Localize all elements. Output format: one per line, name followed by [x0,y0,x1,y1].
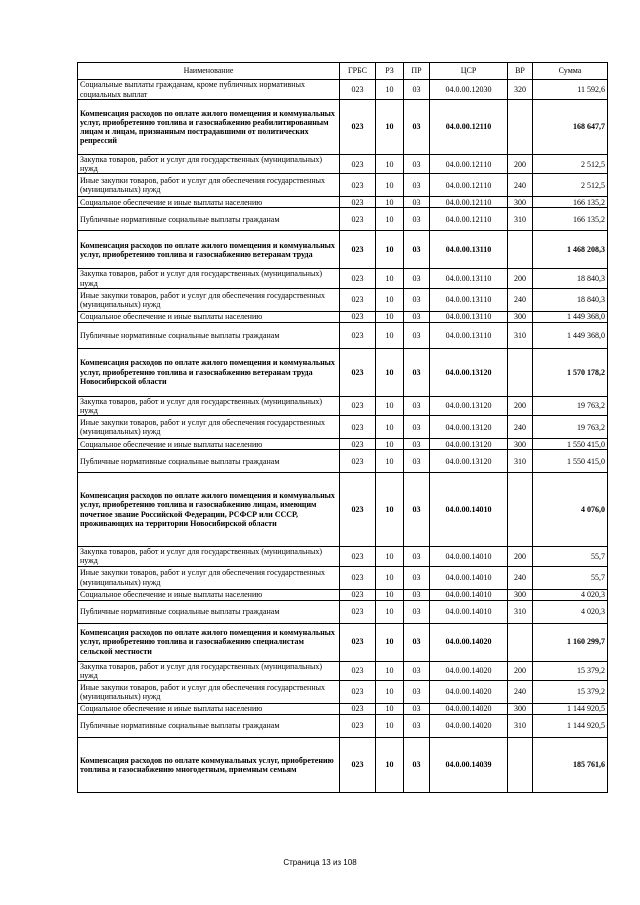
cell-rz: 10 [376,197,404,208]
cell-rz: 10 [376,311,404,322]
cell-name: Закупка товаров, работ и услуг для государственных (муниципальных) нужд [78,547,340,566]
cell-pr: 03 [404,566,430,589]
cell-grbs: 023 [340,737,376,792]
cell-vr [508,737,533,792]
cell-sum: 1 160 299,7 [533,623,608,661]
header-sum: Сумма [533,63,608,80]
cell-grbs: 023 [340,80,376,100]
cell-vr [508,473,533,547]
cell-rz: 10 [376,589,404,600]
cell-sum: 185 761,6 [533,737,608,792]
cell-vr: 300 [508,439,533,450]
cell-name: Социальное обеспечение и иные выплаты населению [78,197,340,208]
cell-csr: 04.0.00.12110 [430,174,508,197]
cell-rz: 10 [376,288,404,311]
cell-csr: 04.0.00.13120 [430,348,508,396]
cell-rz: 10 [376,600,404,623]
cell-grbs: 023 [340,661,376,680]
cell-name: Социальное обеспечение и иные выплаты населению [78,589,340,600]
header-rz: РЗ [376,63,404,80]
table-row [78,311,608,322]
cell-sum: 1 449 368,0 [533,322,608,348]
cell-csr: 04.0.00.12110 [430,197,508,208]
cell-grbs: 023 [340,197,376,208]
cell-grbs: 023 [340,714,376,737]
cell-sum: 1 144 920,5 [533,714,608,737]
header-csr: ЦСР [430,63,508,80]
cell-csr: 04.0.00.14020 [430,623,508,661]
cell-csr: 04.0.00.14010 [430,547,508,566]
table-row [78,416,608,439]
cell-vr [508,100,533,155]
cell-vr: 200 [508,396,533,415]
cell-grbs: 023 [340,231,376,269]
cell-sum: 1 468 208,3 [533,231,608,269]
cell-csr: 04.0.00.14010 [430,600,508,623]
cell-csr: 04.0.00.13120 [430,439,508,450]
cell-csr: 04.0.00.13110 [430,231,508,269]
cell-csr: 04.0.00.13110 [430,288,508,311]
cell-pr: 03 [404,311,430,322]
cell-sum: 4 020,3 [533,589,608,600]
cell-csr: 04.0.00.14020 [430,680,508,703]
cell-name: Иные закупки товаров, работ и услуг для обеспечения государственных (муниципальных) нужд [78,416,340,439]
cell-name: Компенсация расходов по оплате жилого помещения и коммунальных услуг, приобретению топлива и газоснабжению ветеранам труда [78,231,340,269]
cell-pr: 03 [404,174,430,197]
cell-sum: 1 550 415,0 [533,450,608,473]
cell-name: Иные закупки товаров, работ и услуг для обеспечения государственных (муниципальных) нужд [78,680,340,703]
cell-grbs: 023 [340,600,376,623]
cell-name: Публичные нормативные социальные выплаты гражданам [78,600,340,623]
cell-grbs: 023 [340,269,376,288]
cell-pr: 03 [404,197,430,208]
cell-csr: 04.0.00.14020 [430,661,508,680]
table-row [78,197,608,208]
cell-grbs: 023 [340,547,376,566]
cell-sum: 15 379,2 [533,680,608,703]
table-row [78,269,608,288]
cell-rz: 10 [376,322,404,348]
cell-name: Публичные нормативные социальные выплаты гражданам [78,450,340,473]
cell-pr: 03 [404,155,430,174]
cell-name: Закупка товаров, работ и услуг для государственных (муниципальных) нужд [78,269,340,288]
cell-csr: 04.0.00.14020 [430,714,508,737]
cell-grbs: 023 [340,208,376,231]
cell-csr: 04.0.00.14010 [430,589,508,600]
table-row [78,174,608,197]
table-row [78,589,608,600]
cell-rz: 10 [376,348,404,396]
cell-vr: 300 [508,589,533,600]
cell-sum: 55,7 [533,566,608,589]
table-row [78,155,608,174]
cell-vr: 200 [508,661,533,680]
cell-vr [508,231,533,269]
cell-csr: 04.0.00.14010 [430,566,508,589]
cell-sum: 1 570 178,2 [533,348,608,396]
cell-grbs: 023 [340,450,376,473]
cell-vr: 240 [508,680,533,703]
cell-csr: 04.0.00.14010 [430,473,508,547]
cell-rz: 10 [376,473,404,547]
table-row [78,231,608,269]
cell-pr: 03 [404,416,430,439]
cell-vr: 240 [508,174,533,197]
cell-pr: 03 [404,450,430,473]
cell-pr: 03 [404,473,430,547]
cell-sum: 11 592,6 [533,80,608,100]
cell-pr: 03 [404,100,430,155]
cell-grbs: 023 [340,174,376,197]
cell-vr: 240 [508,288,533,311]
cell-vr [508,623,533,661]
cell-vr: 200 [508,155,533,174]
cell-pr: 03 [404,680,430,703]
budget-table [77,62,608,793]
cell-name: Публичные нормативные социальные выплаты гражданам [78,714,340,737]
cell-name: Иные закупки товаров, работ и услуг для обеспечения государственных (муниципальных) нужд [78,288,340,311]
cell-vr: 200 [508,547,533,566]
cell-pr: 03 [404,737,430,792]
cell-pr: 03 [404,703,430,714]
cell-name: Иные закупки товаров, работ и услуг для обеспечения государственных (муниципальных) нужд [78,174,340,197]
cell-grbs: 023 [340,416,376,439]
cell-pr: 03 [404,288,430,311]
cell-rz: 10 [376,396,404,415]
cell-grbs: 023 [340,322,376,348]
table-row [78,714,608,737]
cell-name: Публичные нормативные социальные выплаты гражданам [78,208,340,231]
cell-csr: 04.0.00.13110 [430,269,508,288]
cell-sum: 19 763,2 [533,416,608,439]
cell-vr: 240 [508,416,533,439]
cell-rz: 10 [376,661,404,680]
cell-csr: 04.0.00.14039 [430,737,508,792]
cell-name: Социальное обеспечение и иные выплаты населению [78,311,340,322]
cell-grbs: 023 [340,311,376,322]
cell-grbs: 023 [340,680,376,703]
cell-sum: 18 840,3 [533,288,608,311]
cell-vr: 300 [508,703,533,714]
table-row [78,396,608,415]
table-row [78,450,608,473]
cell-vr: 300 [508,197,533,208]
cell-rz: 10 [376,269,404,288]
cell-rz: 10 [376,174,404,197]
page-footer: Страница 13 из 108 [283,858,357,867]
cell-csr: 04.0.00.12110 [430,100,508,155]
cell-grbs: 023 [340,566,376,589]
table-row [78,680,608,703]
table-row [78,547,608,566]
cell-sum: 2 512,5 [533,174,608,197]
cell-pr: 03 [404,600,430,623]
cell-sum: 4 020,3 [533,600,608,623]
cell-name: Социальное обеспечение и иные выплаты населению [78,703,340,714]
cell-vr: 310 [508,208,533,231]
cell-rz: 10 [376,737,404,792]
header-vr: ВР [508,63,533,80]
cell-csr: 04.0.00.12110 [430,155,508,174]
cell-csr: 04.0.00.14020 [430,703,508,714]
cell-pr: 03 [404,396,430,415]
cell-sum: 1 550 415,0 [533,439,608,450]
cell-pr: 03 [404,589,430,600]
cell-grbs: 023 [340,703,376,714]
cell-grbs: 023 [340,439,376,450]
cell-pr: 03 [404,231,430,269]
cell-rz: 10 [376,155,404,174]
cell-grbs: 023 [340,396,376,415]
cell-vr: 310 [508,600,533,623]
cell-vr: 310 [508,322,533,348]
cell-grbs: 023 [340,155,376,174]
cell-sum: 19 763,2 [533,396,608,415]
cell-rz: 10 [376,231,404,269]
cell-csr: 04.0.00.13120 [430,396,508,415]
cell-csr: 04.0.00.13120 [430,416,508,439]
cell-csr: 04.0.00.13110 [430,322,508,348]
cell-csr: 04.0.00.12030 [430,80,508,100]
cell-name: Компенсация расходов по оплате жилого помещения и коммунальных услуг, приобретению топлива и газоснабжению реабилитированным лицам и лицам, признанным пострадавшими от политических репрессий [78,100,340,155]
header-pr: ПР [404,63,430,80]
cell-rz: 10 [376,680,404,703]
cell-rz: 10 [376,80,404,100]
cell-pr: 03 [404,269,430,288]
cell-pr: 03 [404,547,430,566]
cell-name: Иные закупки товаров, работ и услуг для обеспечения государственных (муниципальных) нужд [78,566,340,589]
cell-sum: 55,7 [533,547,608,566]
cell-csr: 04.0.00.13120 [430,450,508,473]
cell-vr: 310 [508,450,533,473]
cell-grbs: 023 [340,348,376,396]
cell-rz: 10 [376,623,404,661]
cell-rz: 10 [376,714,404,737]
table-row [78,80,608,100]
cell-name: Закупка товаров, работ и услуг для государственных (муниципальных) нужд [78,396,340,415]
table-row [78,439,608,450]
table-row [78,566,608,589]
table-row [78,661,608,680]
header-grbs: ГРБС [340,63,376,80]
cell-rz: 10 [376,566,404,589]
cell-name: Социальные выплаты гражданам, кроме публичных нормативных социальных выплат [78,80,340,100]
cell-grbs: 023 [340,589,376,600]
table-row [78,288,608,311]
cell-vr: 320 [508,80,533,100]
cell-vr: 200 [508,269,533,288]
cell-name: Компенсация расходов по оплате коммунальных услуг, приобретению топлива и газоснабжению многодетным, приемным семьям [78,737,340,792]
cell-pr: 03 [404,348,430,396]
cell-pr: 03 [404,623,430,661]
table-row [78,600,608,623]
cell-sum: 4 076,0 [533,473,608,547]
cell-grbs: 023 [340,100,376,155]
cell-name: Компенсация расходов по оплате жилого помещения и коммунальных услуг, приобретению топлива и газоснабжению специалистам сельской местности [78,623,340,661]
cell-rz: 10 [376,208,404,231]
cell-sum: 1 144 920,5 [533,703,608,714]
header-name: Наименование [78,63,340,80]
cell-vr: 240 [508,566,533,589]
cell-rz: 10 [376,703,404,714]
cell-pr: 03 [404,322,430,348]
cell-rz: 10 [376,450,404,473]
table-row [78,348,608,396]
cell-name: Компенсация расходов по оплате жилого помещения и коммунальных услуг, приобретению топлива и газоснабжению ветеранам труда Новосибирской области [78,348,340,396]
cell-rz: 10 [376,547,404,566]
cell-sum: 166 135,2 [533,208,608,231]
cell-csr: 04.0.00.12110 [430,208,508,231]
cell-rz: 10 [376,416,404,439]
cell-rz: 10 [376,439,404,450]
table-row [78,100,608,155]
cell-grbs: 023 [340,473,376,547]
cell-csr: 04.0.00.13110 [430,311,508,322]
cell-vr: 310 [508,714,533,737]
cell-grbs: 023 [340,623,376,661]
cell-pr: 03 [404,714,430,737]
cell-vr [508,348,533,396]
cell-pr: 03 [404,208,430,231]
cell-name: Компенсация расходов по оплате жилого помещения и коммунальных услуг, приобретению топлива и газоснабжению лицам, имеющим почетное звание Российской Федерации, РСФСР или СССР, проживающих на территории Новосибирской области [78,473,340,547]
cell-vr: 300 [508,311,533,322]
cell-sum: 15 379,2 [533,661,608,680]
cell-sum: 166 135,2 [533,197,608,208]
table-header-row [78,63,608,80]
cell-grbs: 023 [340,288,376,311]
cell-rz: 10 [376,100,404,155]
cell-pr: 03 [404,661,430,680]
table-row [78,623,608,661]
cell-sum: 2 512,5 [533,155,608,174]
table-row [78,208,608,231]
table-body [78,80,608,793]
cell-sum: 168 647,7 [533,100,608,155]
table-row [78,737,608,792]
table-row [78,322,608,348]
cell-pr: 03 [404,80,430,100]
cell-name: Закупка товаров, работ и услуг для государственных (муниципальных) нужд [78,661,340,680]
cell-pr: 03 [404,439,430,450]
cell-sum: 1 449 368,0 [533,311,608,322]
table-row [78,473,608,547]
cell-name: Публичные нормативные социальные выплаты гражданам [78,322,340,348]
cell-sum: 18 840,3 [533,269,608,288]
table-row [78,703,608,714]
cell-name: Социальное обеспечение и иные выплаты населению [78,439,340,450]
cell-name: Закупка товаров, работ и услуг для государственных (муниципальных) нужд [78,155,340,174]
